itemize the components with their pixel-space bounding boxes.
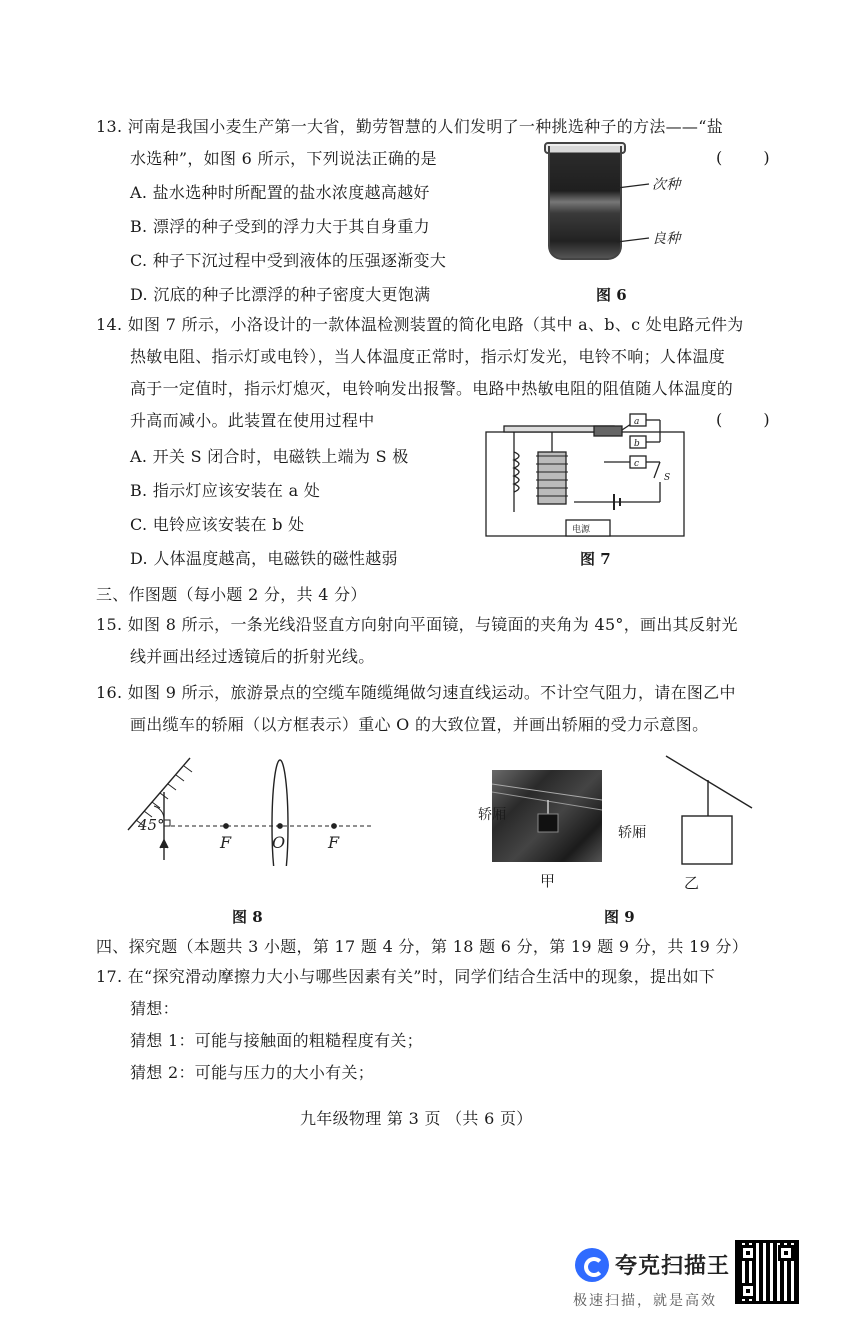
q14-stem-line2: 热敏电阻、指示灯或电铃），当人体温度正常时，指示灯发光，电铃不响；人体温度 bbox=[130, 347, 726, 366]
q14-option-c: C. 电铃应该安装在 b 处 bbox=[130, 515, 305, 534]
q13-option-a: A. 盐水选种时所配置的盐水浓度越高越好 bbox=[130, 183, 430, 202]
fig8-focus-left: F bbox=[220, 833, 232, 852]
q17-hypothesis-1: 猜想 1：可能与接触面的粗糙程度有关； bbox=[130, 1031, 423, 1050]
fig7-label-power: 电源 bbox=[572, 525, 591, 535]
fig6-leader-lines bbox=[615, 170, 655, 250]
q14-answer-bracket: ( ) bbox=[716, 410, 788, 429]
fig9-yi-cabin-label: 轿厢 bbox=[618, 825, 647, 841]
q16-stem-line1: 16. 如图 9 所示，旅游景点的空缆车随缆绳做匀速直线运动。不计空气阻力，请在图乙中 bbox=[96, 683, 736, 702]
fig6-label-poor-seeds: 次种 bbox=[652, 177, 681, 193]
q16-stem-line2: 画出缆车的轿厢（以方框表示）重心 O 的大致位置，并画出轿厢的受力示意图。 bbox=[130, 715, 709, 734]
fig9-subfigure-yi: 乙 bbox=[684, 874, 700, 892]
q13-option-c: C. 种子下沉过程中受到液体的压强逐渐变大 bbox=[130, 251, 447, 270]
beaker-figure bbox=[548, 146, 622, 260]
fig7-label-switch: S bbox=[664, 473, 671, 483]
q14-option-b: B. 指示灯应该安装在 a 处 bbox=[130, 481, 321, 500]
q13-stem-line1: 13. 河南是我国小麦生产第一大省，勤劳智慧的人们发明了一种挑选种子的方法——“盐 bbox=[96, 117, 724, 136]
fig6-label-good-seeds: 良种 bbox=[652, 231, 681, 247]
fig8-optics-diagram bbox=[124, 756, 384, 866]
scanner-logo-icon bbox=[575, 1248, 609, 1282]
qr-code-icon[interactable] bbox=[735, 1240, 799, 1304]
q17-stem-line2: 猜想： bbox=[130, 999, 179, 1018]
fig9-cable-car-photo bbox=[492, 770, 602, 862]
q17-hypothesis-2: 猜想 2：可能与压力的大小有关； bbox=[130, 1063, 375, 1082]
fig8-optical-center: O bbox=[272, 833, 286, 852]
fig7-label-a: a bbox=[634, 417, 640, 427]
q13-option-b: B. 漂浮的种子受到的浮力大于其自身重力 bbox=[130, 217, 430, 236]
q14-option-a: A. 开关 S 闭合时，电磁铁上端为 S 极 bbox=[130, 447, 409, 466]
q13-answer-bracket: ( ) bbox=[716, 148, 788, 167]
q17-stem-line1: 17. 在“探究滑动摩擦力大小与哪些因素有关”时，同学们结合生活中的现象，提出如下 bbox=[96, 967, 716, 986]
q15-stem-line1: 15. 如图 8 所示，一条光线沿竖直方向射向平面镜，与镜面的夹角为 45°，画出其反射光 bbox=[96, 615, 738, 634]
fig8-caption: 图 8 bbox=[232, 908, 263, 926]
fig6-caption: 图 6 bbox=[596, 286, 627, 304]
section3-heading: 三、作图题（每小题 2 分，共 4 分） bbox=[96, 585, 367, 604]
q13-option-d: D. 沉底的种子比漂浮的种子密度大更饱满 bbox=[130, 285, 431, 304]
fig9-caption: 图 9 bbox=[604, 908, 635, 926]
fig9-cabin-sketch bbox=[660, 752, 760, 872]
q15-stem-line2: 线并画出经过透镜后的折射光线。 bbox=[130, 647, 375, 666]
section4-heading: 四、探究题（本题共 3 小题，第 17 题 4 分，第 18 题 6 分，第 19 题 9 分，共 19 分） bbox=[96, 937, 749, 956]
scanner-slogan: 极速扫描，就是高效 bbox=[573, 1293, 717, 1309]
fig9-jia-cabin-label: 轿厢 bbox=[478, 807, 507, 823]
q14-option-d: D. 人体温度越高，电磁铁的磁性越弱 bbox=[130, 549, 398, 568]
q14-stem-line4: 升高而减小。此装置在使用过程中 bbox=[130, 411, 375, 430]
fig8-focus-right: F bbox=[328, 833, 340, 852]
fig9-subfigure-jia: 甲 bbox=[540, 872, 556, 890]
q14-stem-line3: 高于一定值时，指示灯熄灭，电铃响发出报警。电路中热敏电阻的阻值随人体温度的 bbox=[130, 379, 734, 398]
q13-stem-line2: 水选种”，如图 6 所示，下列说法正确的是 bbox=[130, 149, 437, 168]
fig8-angle-label: 45° bbox=[138, 816, 165, 834]
q14-stem-line1: 14. 如图 7 所示，小洛设计的一款体温检测装置的简化电路（其中 a、b、c 处电路元件为 bbox=[96, 315, 744, 334]
scanner-brand-name: 夸克扫描王 bbox=[615, 1254, 731, 1279]
fig7-caption: 图 7 bbox=[580, 550, 611, 568]
page-footer: 九年级物理 第 3 页 （共 6 页） bbox=[300, 1109, 533, 1128]
fig7-label-b: b bbox=[634, 439, 640, 449]
fig7-label-c: c bbox=[634, 459, 640, 469]
fig7-circuit-diagram bbox=[484, 412, 690, 544]
